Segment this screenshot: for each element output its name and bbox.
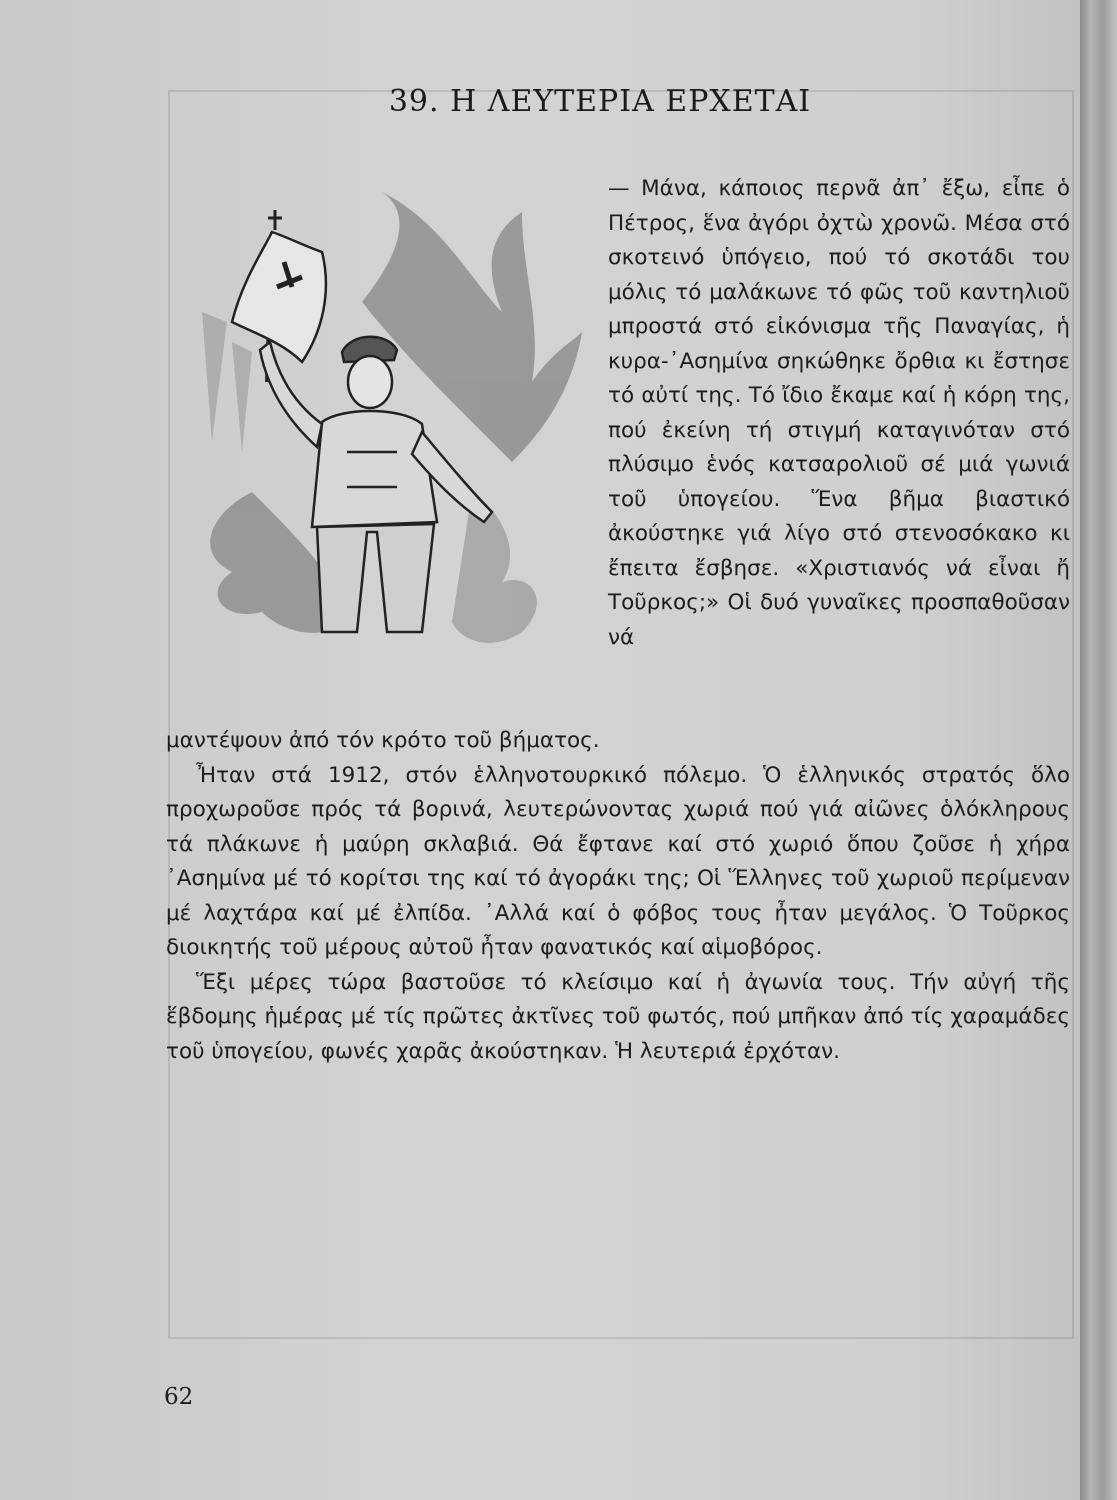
page-title: 39. Η ΛΕΥΤΕΡΙΑ ΕΡΧΕΤΑΙ bbox=[388, 84, 812, 119]
paragraph-3: Ἕξι μέρες τώρα βαστοῦσε τό κλείσιμο καί ἡ ἀγωνία τους. Τήν αὐγή τῆς ἕβδομης ἡμέρας μέ τίς πρῶτες ἀκτῖνες τοῦ φωτός, πού μπῆκαν ἀπό τίς χαραμάδες τοῦ ὑπογείου, φωνές χαρᾶς ἀκούστηκαν. Ἡ λευτεριά ἐρχόταν. bbox=[166, 969, 1070, 1064]
soldier-with-flag-illustration bbox=[172, 192, 592, 682]
paragraph-1: — Μάνα, κάποιος περνᾶ ἀπ᾿ ἔξω, εἶπε ὁ Πέτρος, ἕνα ἀγόρι ὀχτὼ χρονῶ. Μέσα στό σκοτεινό ὑπόγειο, πού τό σκοτάδι του μόλις τό μαλάκωνε τό φῶς τοῦ καντηλιοῦ μπροστά στό εἰκόνισμα τῆς Παναγίας, ἡ κυρα-᾿Ασημίνα σηκώθηκε ὄρθια κι ἔστησε τό αὐτί της. Τό ἴδιο ἔκαμε καί ἡ κόρη της, πού ἐκείνη τή στιγμή καταγινόταν στό πλύσιμο ἑνός κατσαρολιοῦ σέ μιά γωνιά τοῦ ὑπογείου. Ἕνα βῆμα βιαστικό ἀκούστηκε γιά λίγο στό στενοσόκακο κι ἔπειτα ἔσβησε. «Χριστιανός νά εἶναι ἤ Τοῦρκος;» Οἱ δυό γυναῖκες προσπαθοῦσαν νά bbox=[608, 176, 1070, 650]
page-number: 62 bbox=[164, 1384, 194, 1410]
text-beside-illustration bbox=[608, 172, 1070, 655]
book-page-edge bbox=[1080, 0, 1117, 1500]
paragraph-1-continued: μαντέψουν ἀπό τόν κρότο τοῦ βήματος. bbox=[166, 728, 600, 753]
paragraph-2: Ἦταν στά 1912, στόν ἑλληνοτουρκικό πόλεμο. Ὁ ἑλληνικός στρατός ὅλο προχωροῦσε πρός τά βορινά, λευτερώνοντας χωριά πού γιά αἰῶνες ὁλόκληρους τά πλάκωνε ἡ μαύρη σκλαβιά. Θά ἔφτανε καί στό χωριό ὅπου ζοῦσε ἡ χήρα ᾿Ασημίνα μέ τό κορίτσι της καί τό ἀγοράκι της; Οἱ Ἕλληνες τοῦ χωριοῦ περίμεναν μέ λαχτάρα καί μέ ἐλπίδα. ᾿Αλλά καί ὁ φόβος τους ἦταν μεγάλος. Ὁ Τοῦρκος διοικητής τοῦ μέρους αὐτοῦ ἦταν φανατικός καί αἱμοβόρος. bbox=[166, 762, 1070, 960]
main-text-block bbox=[166, 724, 1070, 1069]
